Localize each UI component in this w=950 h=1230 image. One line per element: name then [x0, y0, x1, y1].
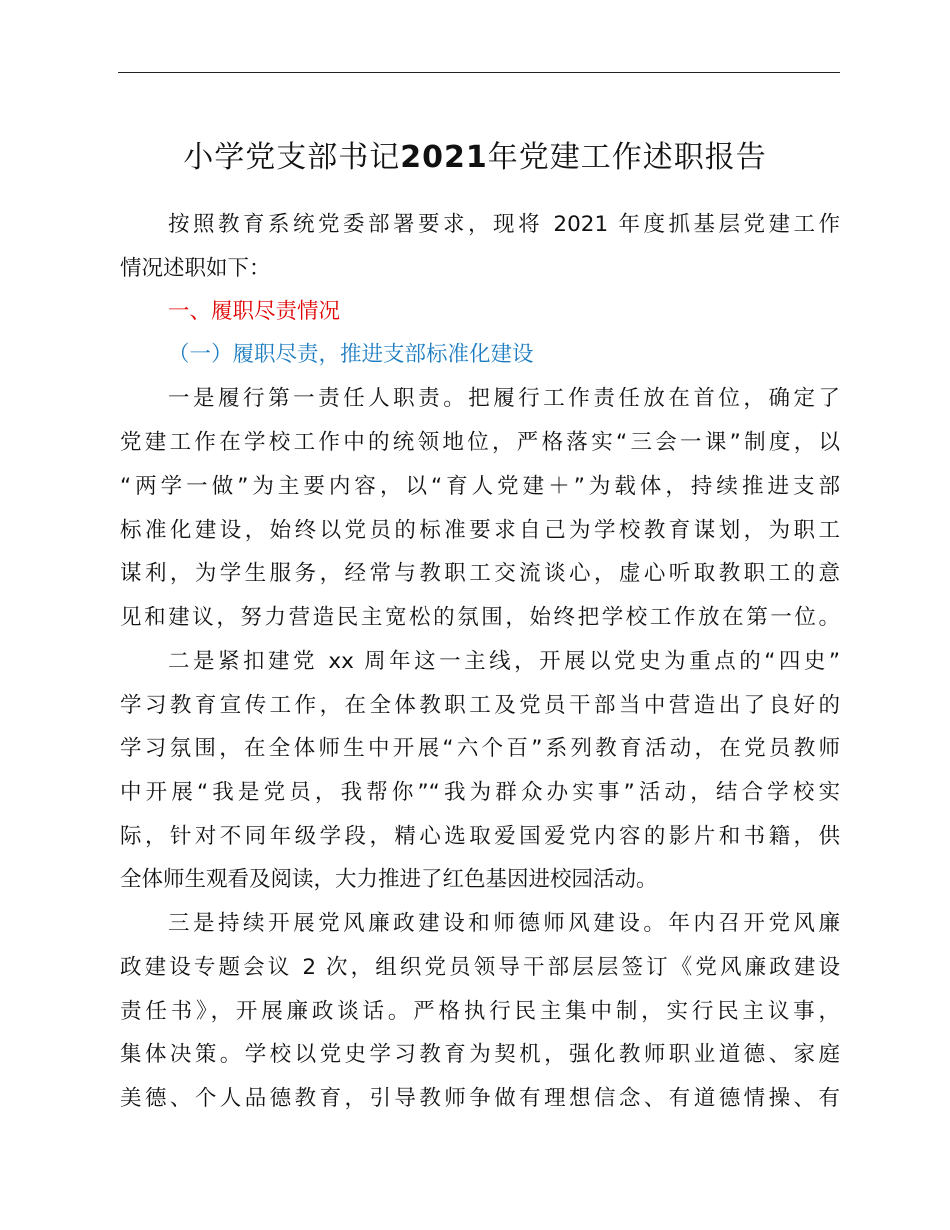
- body-line: 际，针对不同年级学段，精心选取爱国爱党内容的影片和书籍，供: [120, 824, 840, 849]
- header-rule: [118, 72, 840, 73]
- body-line: 谋利，为学生服务，经常与教职工交流谈心，虚心听取教职工的意: [120, 561, 840, 586]
- body-line: 学习教育宣传工作，在全体教职工及党员干部当中营造出了良好的: [120, 693, 840, 718]
- body-line: 学习氛围，在全体师生中开展“六个百”系列教育活动，在党员教师: [120, 736, 840, 761]
- body-line: 按照教育系统党委部署要求，现将 2021 年度抓基层党建工作: [168, 212, 840, 237]
- document-title: [0, 134, 950, 182]
- body-line: 全体师生观看及阅读，大力推进了红色基因进校园活动。: [120, 867, 658, 892]
- title-year: 2021: [400, 140, 488, 175]
- body-line: 二是紧扣建党 xx 周年这一主线，开展以党史为重点的“四史”: [168, 649, 840, 674]
- section-heading: 一、履职尽责情况: [168, 299, 341, 324]
- body-line: 中开展“我是党员，我帮你”“我为群众办实事”活动，结合学校实: [120, 780, 840, 805]
- title-suffix: 年党建工作述职报告: [487, 140, 767, 175]
- body-line: 美德、个人品德教育，引导教师争做有理想信念、有道德情操、有: [120, 1086, 840, 1111]
- body-line: 一是履行第一责任人职责。把履行工作责任放在首位，确定了: [168, 386, 840, 411]
- body-line: 三是持续开展党风廉政建设和师德师风建设。年内召开党风廉: [168, 911, 840, 936]
- body-line: 见和建议，努力营造民主宽松的氛围，始终把学校工作放在第一位。: [120, 605, 840, 630]
- body-line: “两学一做”为主要内容，以“育人党建＋”为载体，持续推进支部: [120, 474, 840, 499]
- body-line: 集体决策。学校以党史学习教育为契机，强化教师职业道德、家庭: [120, 1042, 840, 1067]
- body-line: 标准化建设，始终以党员的标准要求自己为学校教育谋划，为职工: [120, 518, 840, 543]
- body-line: 责任书》，开展廉政谈话。严格执行民主集中制，实行民主议事，: [120, 999, 840, 1024]
- body-line: 情况述职如下：: [120, 256, 271, 281]
- body-line: 党建工作在学校工作中的统领地位，严格落实“三会一课”制度，以: [120, 430, 840, 455]
- title-prefix: 小学党支部书记: [183, 140, 401, 175]
- subsection-heading: （一）履职尽责，推进支部标准化建设: [168, 342, 534, 367]
- body-line: 政建设专题会议 2 次，组织党员领导干部层层签订《党风廉政建设: [120, 955, 840, 980]
